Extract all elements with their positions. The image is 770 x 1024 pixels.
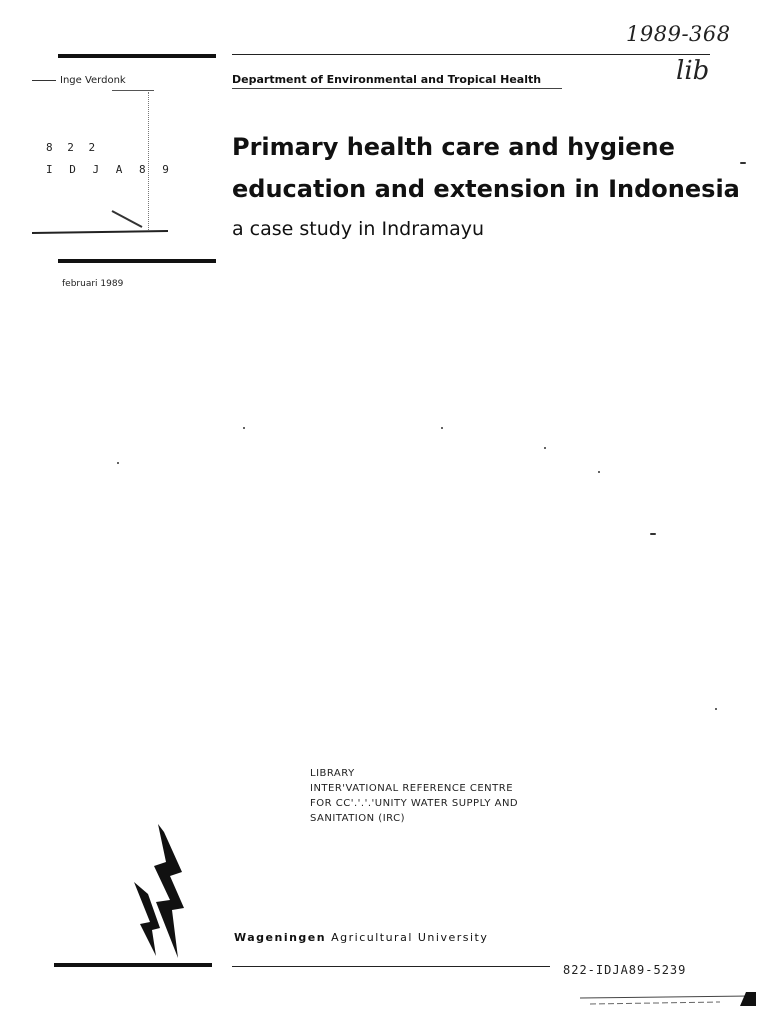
scan-speck [544, 447, 546, 449]
university-name [234, 931, 488, 944]
left-top-rule [58, 54, 216, 58]
catalog-code-line2: I D J A 8 9 [46, 163, 174, 176]
scan-speck [740, 162, 746, 164]
scan-arrow-mark [30, 205, 170, 237]
scan-speck [243, 427, 245, 429]
university-name-rest: Agricultural University [331, 931, 489, 944]
right-bottom-rule [232, 966, 550, 967]
left-mid-rule [58, 259, 216, 263]
university-logo [126, 822, 206, 960]
document-title [232, 126, 740, 210]
right-top-rule [232, 54, 710, 55]
call-number: 822-IDJA89-5239 [563, 963, 687, 977]
left-bottom-rule [54, 963, 212, 967]
document-subtitle: a case study in Indramayu [232, 218, 485, 240]
scan-speck [650, 533, 656, 535]
handwritten-accession-number: 1989-368 [626, 22, 731, 46]
library-stamp-line-1: LIBRARY [310, 768, 355, 779]
handwritten-mark: lib [676, 56, 710, 86]
university-name-bold: Wageningen [234, 931, 327, 944]
author-name: Inge Verdonk [32, 75, 126, 86]
scan-bottom-artifact [560, 988, 760, 1010]
library-stamp-line-2: INTER'VATIONAL REFERENCE CENTRE [310, 783, 514, 794]
scan-speck [715, 708, 717, 710]
department-name: Department of Environmental and Tropical Health [232, 73, 542, 86]
scan-speck [598, 471, 600, 473]
author-underline [112, 90, 154, 91]
scan-speck [441, 427, 443, 429]
library-stamp-line-4: SANITATION (IRC) [310, 813, 405, 824]
publication-date: februari 1989 [62, 279, 124, 289]
library-stamp-line-3: FOR CC'.'.'.'UNITY WATER SUPPLY AND [310, 798, 519, 809]
catalog-code-line1: 8 2 2 [46, 141, 100, 154]
scan-speck [117, 462, 119, 464]
title-line-2: education and extension in Indonesia [232, 175, 740, 203]
library-stamp [310, 766, 518, 826]
department-underline [232, 88, 562, 89]
title-line-1: Primary health care and hygiene [232, 133, 675, 161]
